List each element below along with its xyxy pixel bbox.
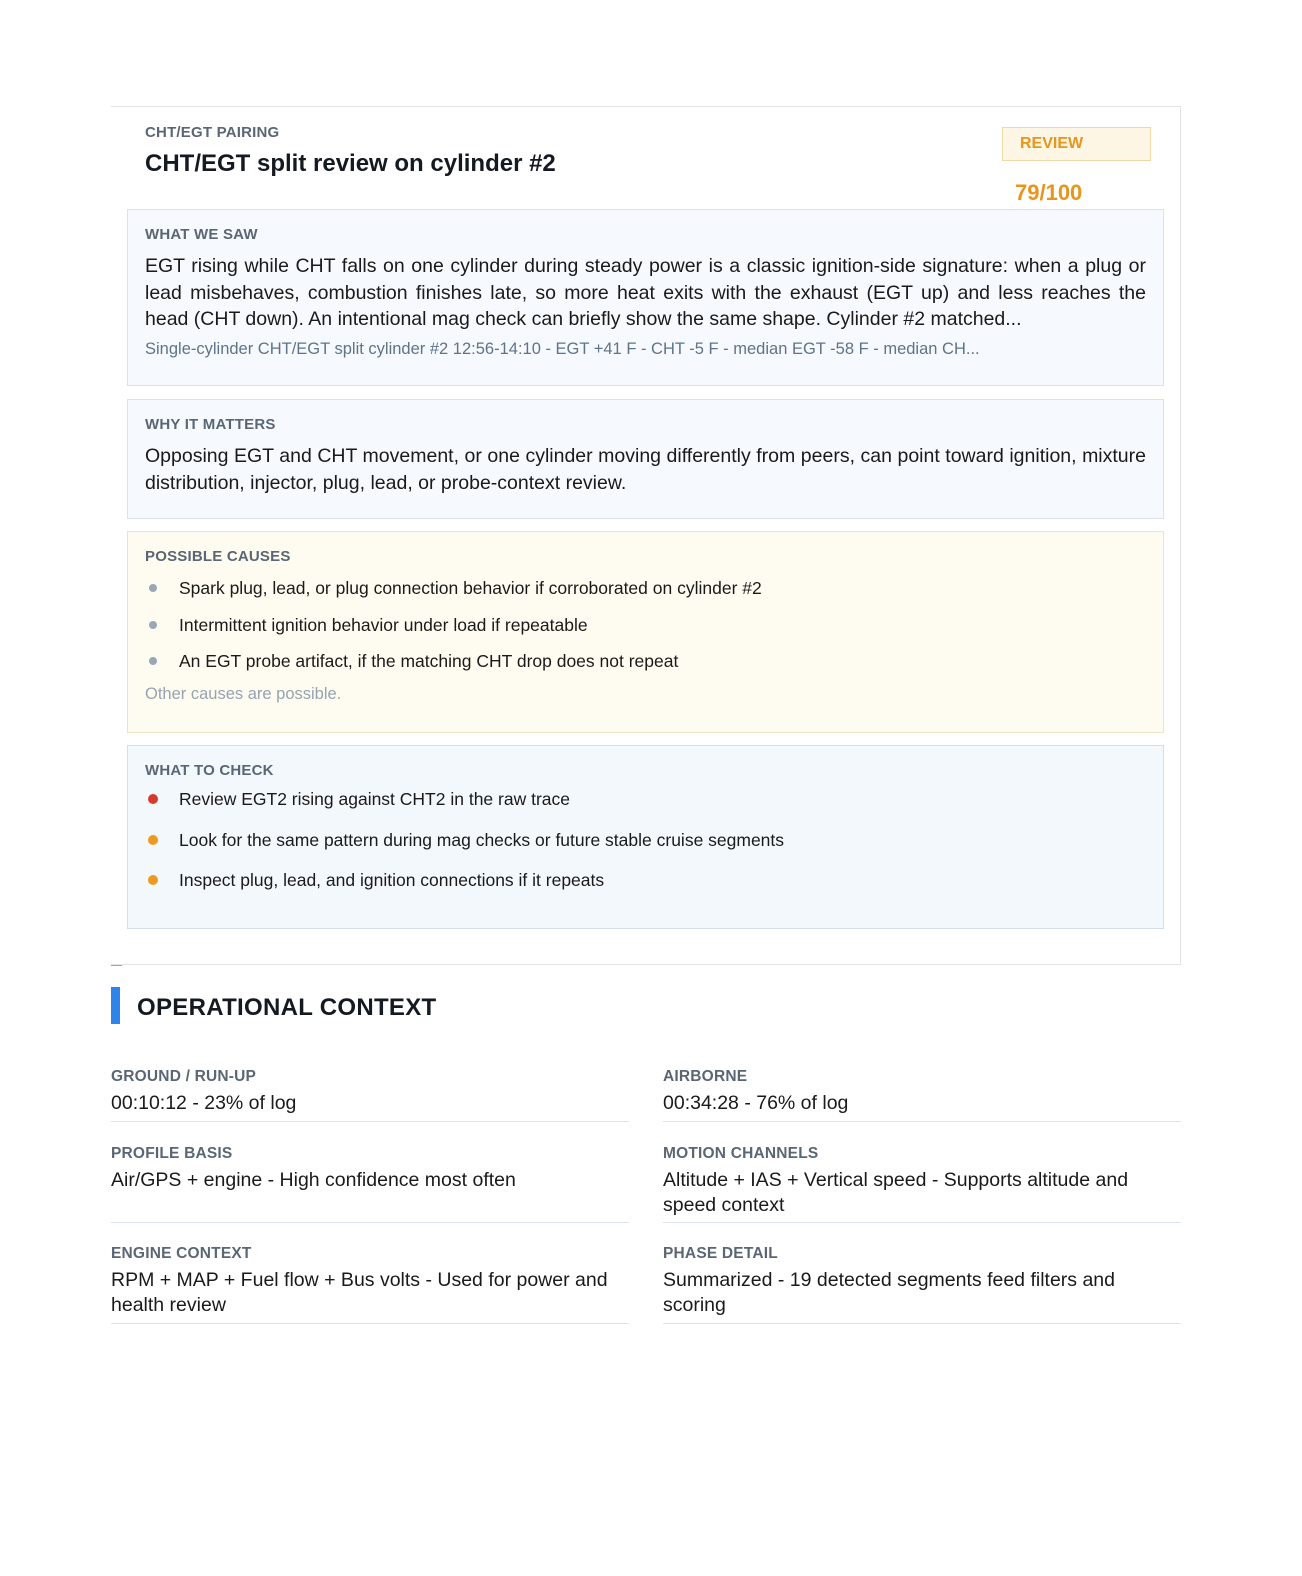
context-phase-detail — [663, 1245, 1181, 1324]
list-item: Inspect plug, lead, and ignition connections if it repeats — [145, 863, 1146, 904]
context-label: GROUND / RUN-UP — [111, 1068, 257, 1085]
context-engine-context — [111, 1245, 629, 1324]
what-to-check-heading: WHAT TO CHECK — [145, 762, 274, 779]
list-item: Look for the same pattern during mag checks or future stable cruise segments — [145, 823, 1146, 864]
context-value: Altitude + IAS + Vertical speed - Supports altitude and speed context — [663, 1169, 1129, 1216]
what-to-check-list — [145, 782, 1146, 904]
evidence-summary: Single-cylinder CHT/EGT split cylinder #2 12:56-14:10 - EGT +41 F - CHT -5 F - median EGT -58 F - median CH... — [145, 339, 980, 358]
context-value: 00:10:12 - 23% of log — [111, 1092, 297, 1114]
list-item: Intermittent ignition behavior under load if repeatable — [145, 610, 1146, 647]
list-item: Spark plug, lead, or plug connection behavior if corroborated on cylinder #2 — [145, 573, 1146, 610]
causes-footnote: Other causes are possible. — [145, 684, 342, 703]
bullet-icon — [149, 657, 157, 665]
status-badge: REVIEW — [1002, 127, 1151, 161]
finding-score: 79/100 — [1015, 180, 1083, 205]
context-value: 00:34:28 - 76% of log — [663, 1092, 849, 1114]
finding-category: CHT/EGT PAIRING — [145, 124, 280, 141]
possible-causes-list — [145, 573, 1146, 683]
context-ground-runup — [111, 1068, 629, 1122]
finding-title: CHT/EGT split review on cylinder #2 — [145, 150, 556, 177]
context-label: PHASE DETAIL — [663, 1245, 778, 1262]
context-value: RPM + MAP + Fuel flow + Bus volts - Used for power and health review — [111, 1269, 608, 1316]
list-item: Review EGT2 rising against CHT2 in the raw trace — [145, 782, 1146, 823]
context-profile-basis — [111, 1145, 629, 1223]
priority-dot-icon — [148, 794, 158, 804]
what-we-saw-heading: WHAT WE SAW — [145, 226, 258, 243]
what-we-saw-panel — [127, 209, 1164, 386]
section-title: OPERATIONAL CONTEXT — [137, 994, 437, 1021]
possible-causes-heading: POSSIBLE CAUSES — [145, 548, 291, 565]
what-to-check-panel — [127, 745, 1164, 929]
bullet-icon — [149, 621, 157, 629]
why-it-matters-panel — [127, 399, 1164, 519]
context-value: Air/GPS + engine - High confidence most often — [111, 1169, 516, 1191]
context-label: ENGINE CONTEXT — [111, 1245, 252, 1262]
section-accent-bar — [111, 987, 120, 1024]
priority-dot-icon — [148, 875, 158, 885]
possible-causes-panel — [127, 531, 1164, 733]
finding-card — [111, 106, 1181, 965]
context-motion-channels — [663, 1145, 1181, 1223]
why-it-matters-body: Opposing EGT and CHT movement, or one cylinder moving differently from peers, can point toward ignition, mixture distribution, injector, plug, lead, or probe-context review. — [145, 445, 1146, 494]
context-label: AIRBORNE — [663, 1068, 748, 1085]
why-it-matters-heading: WHY IT MATTERS — [145, 416, 276, 433]
context-label: MOTION CHANNELS — [663, 1145, 819, 1162]
context-airborne — [663, 1068, 1181, 1122]
list-item: An EGT probe artifact, if the matching CHT drop does not repeat — [145, 646, 1146, 683]
context-label: PROFILE BASIS — [111, 1145, 233, 1162]
what-we-saw-body: EGT rising while CHT falls on one cylinder during steady power is a classic ignition-side signature: when a plug or lead misbehaves, combustion finishes late, so more heat exits with the exhaust (EGT up) and less reaches the head (CHT down). An intentional mag check can briefly show the same shape. Cylinder #2 matched... — [145, 255, 1146, 330]
context-value: Summarized - 19 detected segments feed filters and scoring — [663, 1269, 1115, 1316]
priority-dot-icon — [148, 835, 158, 845]
bullet-icon — [149, 584, 157, 592]
